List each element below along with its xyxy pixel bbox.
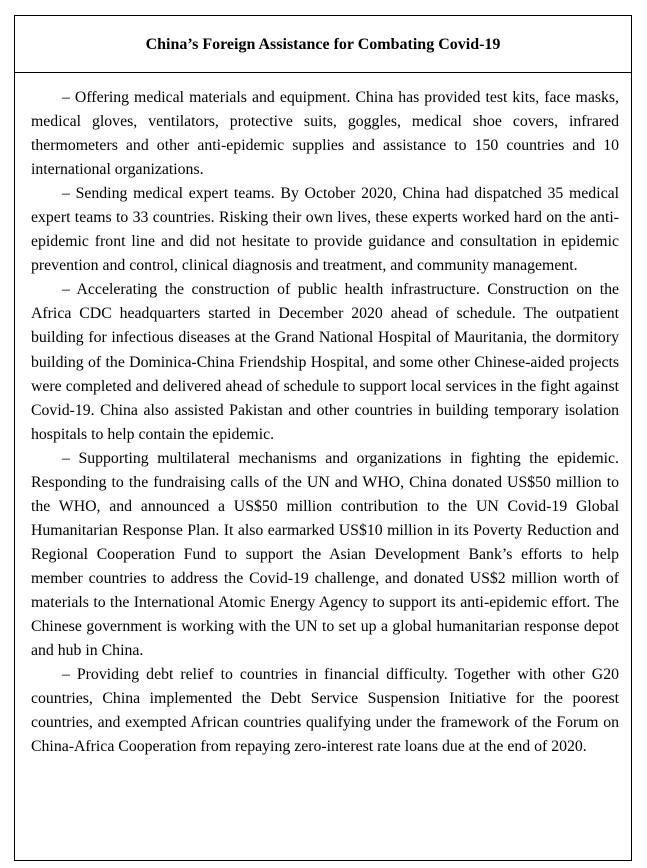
paragraph-multilateral-support: – Supporting multilateral mechanisms and organizations in fighting the epidemic. Responding to the fundraising calls of the UN and WHO, China donated US$50 million to the WHO, and announced a US$50 million contribution to the UN Covid-19 Global Humanitarian Response Plan. It also earmarked US$10 million in its Poverty Reduction and Regional Cooperation Fund to support the Asian Development Bank’s efforts to help member countries to address the Covid-19 challenge, and donated US$2 million worth of materials to the International Atomic Energy Agency to support its anti-epidemic effort. The Chinese government is working with the UN to set up a global humanitarian response depot and hub in China. xyxy=(31,449,619,660)
box-body xyxy=(15,73,631,759)
paragraph-health-infrastructure: – Accelerating the construction of public health infrastructure. Construction on the Africa CDC headquarters started in December 2020 ahead of schedule. The outpatient building for infectious diseases at the Grand National Hospital of Mauritania, the dormitory building of the Dominica-China Friendship Hospital, and some other Chinese-aided projects were completed and delivered ahead of schedule to support local services in the fight against Covid-19. China also assisted Pakistan and other countries in building temporary isolation hospitals to help contain the epidemic. xyxy=(31,281,619,443)
assistance-box xyxy=(14,15,632,861)
paragraph-debt-relief: – Providing debt relief to countries in financial difficulty. Together with other G20 countries, China implemented the Debt Service Suspension Initiative for the poorest countries, and exempted African countries qualifying under the framework of the Forum on China-Africa Cooperation from repaying zero-interest rate loans due at the end of 2020. xyxy=(31,666,619,756)
title-row xyxy=(15,16,631,73)
paragraph-medical-teams: – Sending medical expert teams. By October 2020, China had dispatched 35 medical expert teams to 33 countries. Risking their own lives, these experts worked hard on the anti-epidemic front line and did not hesitate to provide guidance and consultation in epidemic prevention and control, clinical diagnosis and treatment, and community management. xyxy=(31,185,619,275)
box-title: China’s Foreign Assistance for Combating Covid-19 xyxy=(145,35,501,53)
paragraph-medical-materials: – Offering medical materials and equipment. China has provided test kits, face masks, medical gloves, ventilators, protective suits, goggles, medical shoe covers, infrared thermometers and other anti-epidemic supplies and assistance to 150 countries and 10 international organizations. xyxy=(31,89,619,179)
